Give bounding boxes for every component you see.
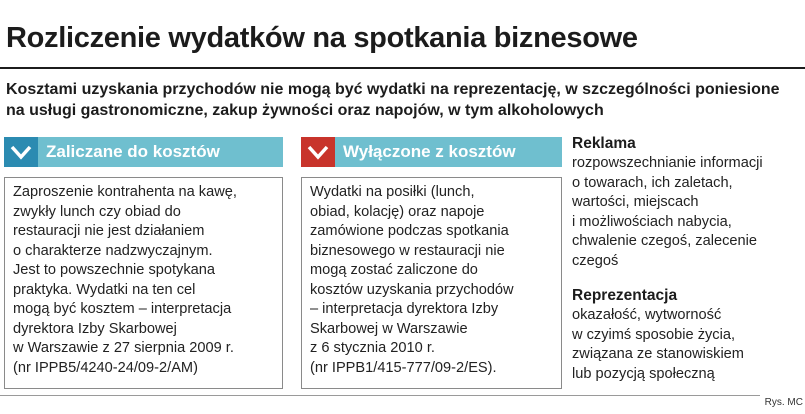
left-card-header (4, 137, 283, 167)
definition-term: Reprezentacja (572, 287, 678, 304)
bottom-rule (0, 395, 760, 396)
page-subtitle: Kosztami uzyskania przychodów nie mogą być wydatki na reprezentację, w szczególności poniesione na usługi gastronomiczne, zakup żywności oraz napojów, w tym alkoholowych (6, 81, 780, 119)
check-icon (10, 144, 32, 160)
left-card-body (4, 177, 283, 389)
right-card-body (301, 177, 562, 389)
right-card-badge (301, 137, 335, 167)
left-card-text: Zaproszenie kontrahenta na kawę, zwykły lunch czy obiad do restauracji nie jest działaniem o charakterze nadzwyczajnym. Jest to powszechnie spotykana praktyka. Wydatki na ten cel mogą być kosztem – interpretacja dyrektora Izby Skarbowej w Warszawie z 27 sierpnia 2009 r. (nr IPPB5/4240-24/09-2/AM) (13, 184, 237, 376)
definition-term: Reklama (572, 135, 636, 152)
right-card-header-label: Wyłączone z kosztów (343, 142, 516, 161)
definition-reklama (572, 134, 805, 271)
page-title: Rozliczenie wydatków na spotkania biznesowe (6, 22, 638, 54)
left-card-header-label: Zaliczane do kosztów (46, 142, 220, 161)
check-icon (307, 144, 329, 160)
title-divider (0, 67, 805, 69)
definition-text: okazałość, wytworność w czyimś sposobie życia, związana ze stanowiskiem lub pozycją społeczną (572, 307, 744, 382)
definition-reprezentacja (572, 286, 805, 384)
definition-text: rozpowszechnianie informacji o towarach, ich zaletach, wartości, miejscach i możliwościach nabycia, chwalenie czegoś, zalecenie czegoś (572, 155, 763, 269)
right-card-header (301, 137, 562, 167)
credit: Rys. MC (764, 397, 803, 408)
right-card-text: Wydatki na posiłki (lunch, obiad, kolację) oraz napoje zamówione podczas spotkania biznesowego w restauracji nie mogą zostać zaliczone do kosztów uzyskania przychodów – interpretacja dyrektora Izby Skarbowej w Warszawie z 6 stycznia 2010 r. (nr IPPB1/415-777/09-2/ES). (310, 184, 514, 376)
left-card-badge (4, 137, 38, 167)
